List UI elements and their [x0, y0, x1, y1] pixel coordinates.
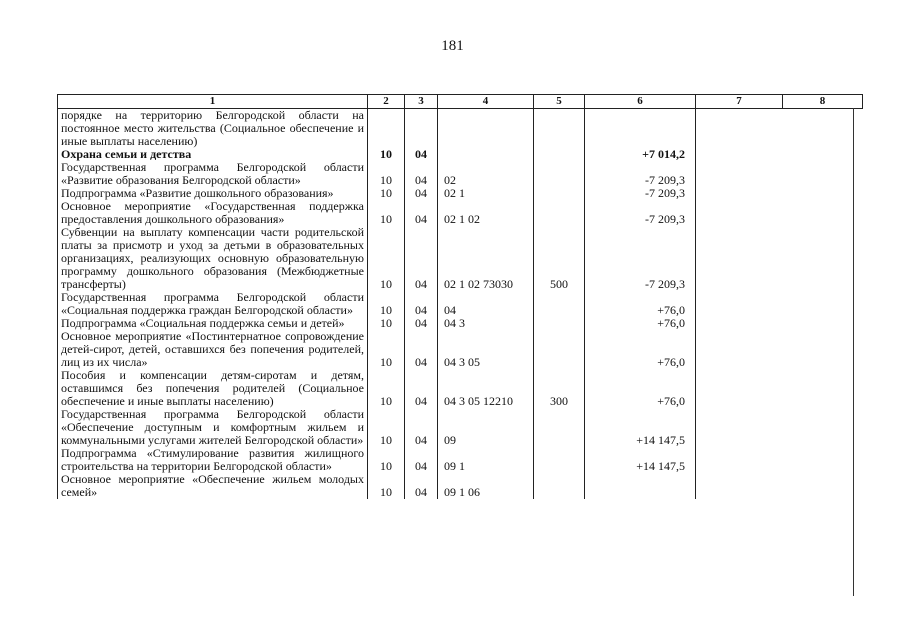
row-col-8 — [783, 369, 863, 408]
row-name: Основное мероприятие «Постинтернатное сопровождение детей-сирот, детей, оставшихся без попечения родителей, лиц из их числа» — [58, 330, 368, 369]
row-subsection: 04 — [405, 330, 438, 369]
row-target-item: 04 3 — [438, 317, 534, 330]
row-col-7 — [696, 369, 783, 408]
row-expense-type — [534, 473, 585, 499]
row-col-8 — [783, 148, 863, 161]
table-row — [58, 226, 863, 291]
row-col-8 — [783, 161, 863, 187]
row-subsection: 04 — [405, 226, 438, 291]
row-expense-type — [534, 148, 585, 161]
row-section: 10 — [368, 330, 405, 369]
row-col-7 — [696, 317, 783, 330]
row-name: Основное мероприятие «Государственная поддержка предоставления дошкольного образования» — [58, 200, 368, 226]
row-expense-type: 300 — [534, 369, 585, 408]
row-col-7 — [696, 473, 783, 499]
header-col-1: 1 — [58, 95, 368, 109]
row-amount: -7 209,3 — [585, 200, 696, 226]
row-target-item: 02 1 — [438, 187, 534, 200]
row-name: Охрана семьи и детства — [58, 148, 368, 161]
row-expense-type — [534, 291, 585, 317]
row-section — [368, 109, 405, 149]
row-col-8 — [783, 317, 863, 330]
row-col-7 — [696, 408, 783, 447]
row-section: 10 — [368, 200, 405, 226]
row-section: 10 — [368, 187, 405, 200]
row-col-8 — [783, 226, 863, 291]
row-col-8 — [783, 200, 863, 226]
row-amount: +76,0 — [585, 317, 696, 330]
table-row — [58, 473, 863, 499]
row-expense-type — [534, 109, 585, 149]
row-target-item — [438, 109, 534, 149]
row-subsection — [405, 109, 438, 149]
row-target-item: 02 1 02 73030 — [438, 226, 534, 291]
header-row — [58, 95, 863, 109]
row-col-7 — [696, 330, 783, 369]
row-amount — [585, 109, 696, 149]
row-amount: +76,0 — [585, 330, 696, 369]
row-subsection: 04 — [405, 369, 438, 408]
row-target-item: 04 — [438, 291, 534, 317]
row-expense-type — [534, 187, 585, 200]
row-col-8 — [783, 291, 863, 317]
row-col-7 — [696, 187, 783, 200]
row-target-item: 04 3 05 — [438, 330, 534, 369]
row-expense-type — [534, 408, 585, 447]
row-col-7 — [696, 109, 783, 149]
row-expense-type — [534, 317, 585, 330]
row-section: 10 — [368, 291, 405, 317]
header-col-3: 3 — [405, 95, 438, 109]
row-target-item: 02 — [438, 161, 534, 187]
header-col-2: 2 — [368, 95, 405, 109]
row-name: Государственная программа Белгородской области «Обеспечение доступным и комфортным жильем и коммунальными услугами жителей Белгородской области» — [58, 408, 368, 447]
row-amount: -7 209,3 — [585, 161, 696, 187]
row-section: 10 — [368, 226, 405, 291]
row-name: Подпрограмма «Стимулирование развития жилищного строительства на территории Белгородской области» — [58, 447, 368, 473]
row-col-7 — [696, 161, 783, 187]
row-section: 10 — [368, 369, 405, 408]
row-name: Пособия и компенсации детям-сиротам и детям, оставшимся без попечения родителей (Социальное обеспечение и иные выплаты населению) — [58, 369, 368, 408]
table-row — [58, 408, 863, 447]
row-target-item: 04 3 05 12210 — [438, 369, 534, 408]
row-subsection: 04 — [405, 473, 438, 499]
row-section: 10 — [368, 148, 405, 161]
row-expense-type — [534, 161, 585, 187]
row-col-7 — [696, 148, 783, 161]
row-target-item: 09 1 06 — [438, 473, 534, 499]
row-subsection: 04 — [405, 447, 438, 473]
row-expense-type — [534, 447, 585, 473]
row-subsection: 04 — [405, 187, 438, 200]
row-target-item — [438, 148, 534, 161]
row-expense-type: 500 — [534, 226, 585, 291]
table-row — [58, 330, 863, 369]
row-col-8 — [783, 109, 863, 149]
header-col-4: 4 — [438, 95, 534, 109]
row-target-item: 09 — [438, 408, 534, 447]
row-amount — [585, 473, 696, 499]
row-section: 10 — [368, 317, 405, 330]
row-name: Государственная программа Белгородской области «Развитие образования Белгородской области» — [58, 161, 368, 187]
row-section: 10 — [368, 161, 405, 187]
table-row — [58, 369, 863, 408]
row-name: порядке на территорию Белгородской области на постоянное место жительства (Социальное обеспечение и иные выплаты населению) — [58, 109, 368, 149]
row-col-8 — [783, 187, 863, 200]
header-col-8: 8 — [783, 95, 863, 109]
table-row — [58, 200, 863, 226]
header-col-6: 6 — [585, 95, 696, 109]
row-expense-type — [534, 200, 585, 226]
row-col-8 — [783, 330, 863, 369]
row-col-8 — [783, 447, 863, 473]
row-amount: -7 209,3 — [585, 187, 696, 200]
row-name: Подпрограмма «Развитие дошкольного образования» — [58, 187, 368, 200]
row-section: 10 — [368, 408, 405, 447]
row-expense-type — [534, 330, 585, 369]
row-name: Государственная программа Белгородской области «Социальная поддержка граждан Белгородской области» — [58, 291, 368, 317]
row-subsection: 04 — [405, 200, 438, 226]
row-name: Основное мероприятие «Обеспечение жильем молодых семей» — [58, 473, 368, 499]
header-col-7: 7 — [696, 95, 783, 109]
budget-table — [57, 94, 863, 499]
row-col-7 — [696, 226, 783, 291]
row-amount: +14 147,5 — [585, 408, 696, 447]
row-col-8 — [783, 473, 863, 499]
row-name: Субвенции на выплату компенсации части родительской платы за присмотр и уход за детьми в образовательных организациях, реализующих основную образовательную программу дошкольного образования (Межбюджетные трансферты) — [58, 226, 368, 291]
table-row — [58, 109, 863, 149]
row-subsection: 04 — [405, 317, 438, 330]
row-amount: +76,0 — [585, 369, 696, 408]
row-col-7 — [696, 200, 783, 226]
row-amount: +7 014,2 — [585, 148, 696, 161]
row-subsection: 04 — [405, 161, 438, 187]
row-amount: -7 209,3 — [585, 226, 696, 291]
row-col-7 — [696, 291, 783, 317]
header-col-5: 5 — [534, 95, 585, 109]
table-right-border — [853, 108, 854, 596]
row-amount: +14 147,5 — [585, 447, 696, 473]
table-row — [58, 161, 863, 187]
row-section: 10 — [368, 447, 405, 473]
row-subsection: 04 — [405, 408, 438, 447]
row-target-item: 09 1 — [438, 447, 534, 473]
row-target-item: 02 1 02 — [438, 200, 534, 226]
page-number: 181 — [441, 38, 464, 54]
row-section: 10 — [368, 473, 405, 499]
row-name: Подпрограмма «Социальная поддержка семьи и детей» — [58, 317, 368, 330]
row-subsection: 04 — [405, 291, 438, 317]
row-subsection: 04 — [405, 148, 438, 161]
row-amount: +76,0 — [585, 291, 696, 317]
table-row — [58, 447, 863, 473]
row-col-8 — [783, 408, 863, 447]
row-col-7 — [696, 447, 783, 473]
table-row — [58, 291, 863, 317]
